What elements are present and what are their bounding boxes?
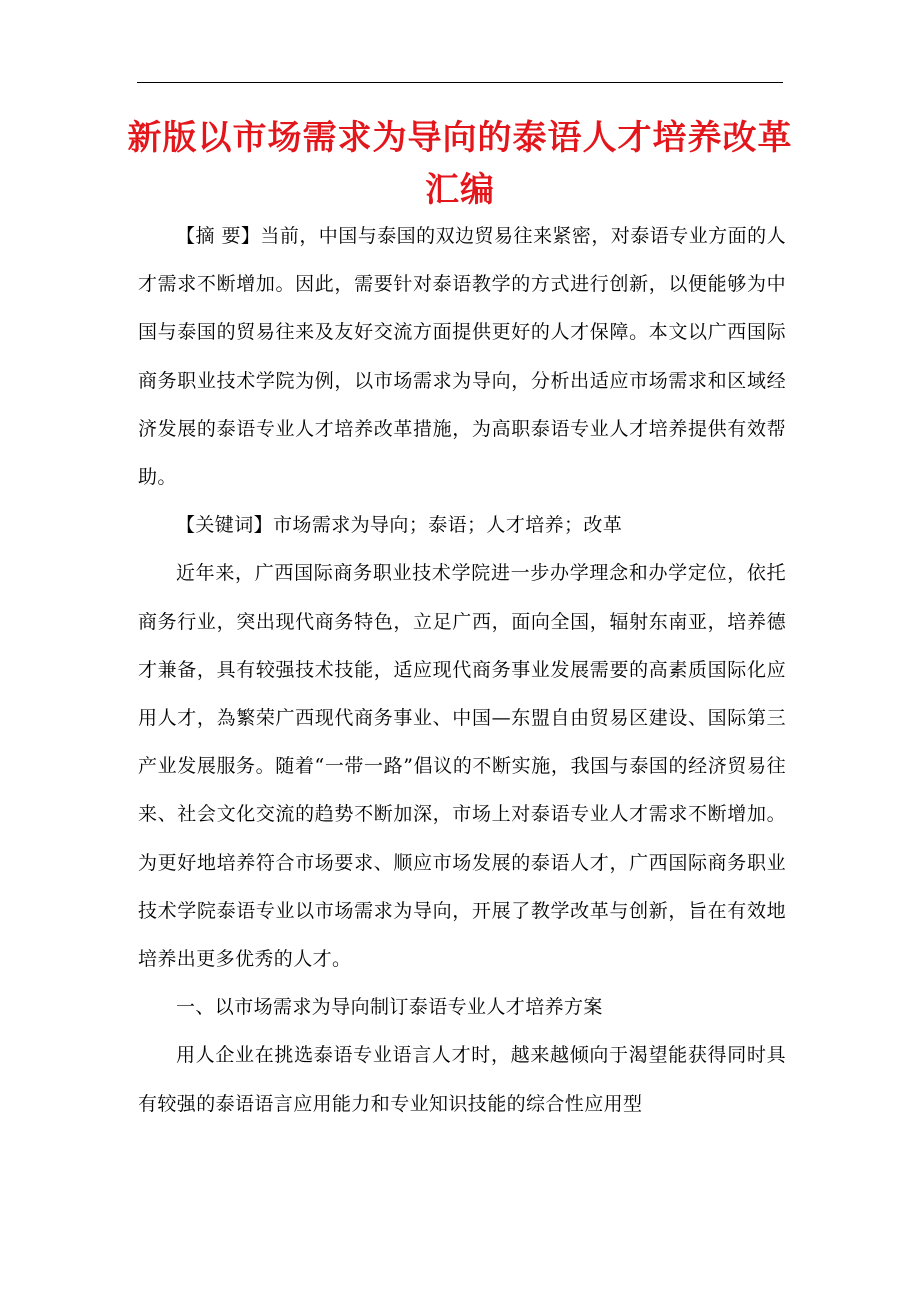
keywords-text: 市场需求为导向；泰语；人才培养；改革	[273, 514, 623, 537]
abstract-label: 【摘 要】	[176, 225, 261, 247]
document-body	[138, 212, 786, 1128]
keywords-label: 【关键词】	[176, 514, 274, 537]
abstract-paragraph	[138, 212, 786, 501]
document-title: 新版以市场需求为导向的泰语人才培养改革汇编	[127, 118, 793, 210]
header-rule	[137, 82, 783, 83]
intro-paragraph: 近年来，广西国际商务职业技术学院进一步办学理念和办学定位，依托商务行业，突出现代商务特色，立足广西，面向全国，辐射东南亚，培养德才兼备，具有较强技术技能，适应现代商务事业发展需要的高素质国际化应用人才，為繁荣广西现代商务事业、中国—东盟自由贸易区建设、国际第三产业发展服务。随着“一带一路”倡议的不断实施，我国与泰国的经济贸易往来、社会文化交流的趋势不断加深，市场上对泰语专业人才需求不断增加。为更好地培养符合市场要求、顺应市场发展的泰语人才，广西国际商务职业技术学院泰语专业以市场需求为导向，开展了教学改革与创新，旨在有效地培养出更多优秀的人才。	[138, 562, 786, 971]
section-paragraph: 用人企业在挑选泰语专业语言人才时，越来越倾向于渴望能获得同时具有较强的泰语语言应用能力和专业知识技能的综合性应用型	[138, 1044, 786, 1115]
section-heading: 一、以市场需求为导向制订泰语专业人才培养方案	[176, 996, 603, 1019]
keywords-paragraph	[138, 501, 786, 549]
abstract-text: 当前，中国与泰国的双边贸易往来紧密，对泰语专业方面的人才需求不断增加。因此，需要针对泰语教学的方式进行创新，以便能够为中国与泰国的贸易往来及友好交流方面提供更好的人才保障。本文以广西国际商务职业技术学院为例，以市场需求为导向，分析出适应市场需求和区域经济发展的泰语专业人才培养改革措施，为高职泰语专业人才培养提供有效帮助。	[138, 225, 786, 489]
